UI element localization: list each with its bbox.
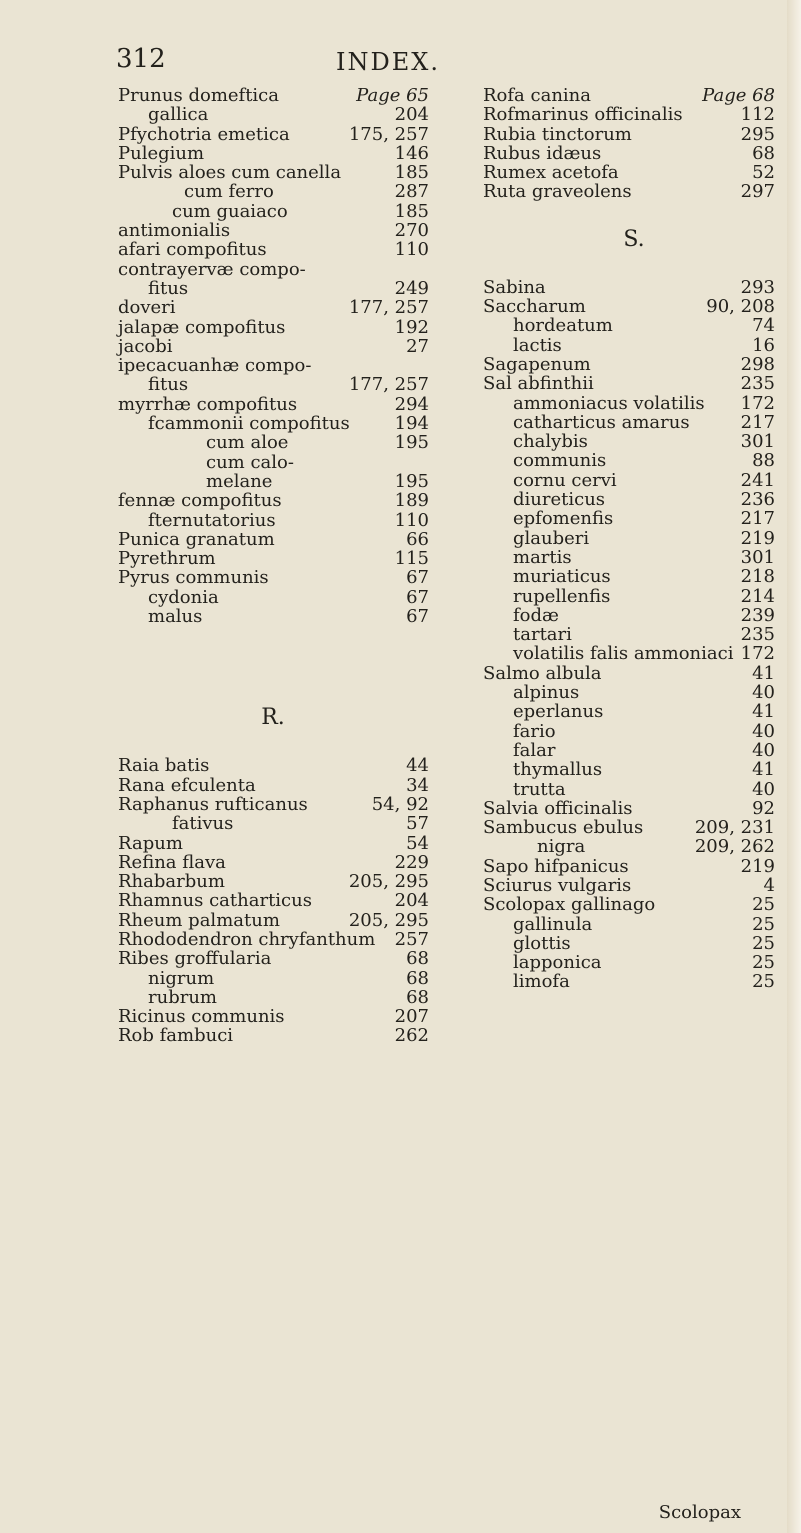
entry-page-ref: 298	[740, 353, 775, 375]
entry-term: fodæ	[513, 604, 559, 626]
index-entry	[483, 490, 785, 509]
entry-page-ref: 67	[406, 567, 429, 589]
entry-page-ref: 294	[394, 393, 429, 415]
entry-term: fario	[513, 720, 556, 742]
entry-page-ref: 16	[752, 334, 775, 356]
entry-page-ref: 27	[406, 335, 429, 357]
entry-page-ref: 192	[394, 316, 429, 338]
entry-page-ref: 235	[740, 624, 775, 646]
entry-page-ref: 34	[406, 774, 429, 796]
entry-page-ref: 54	[406, 832, 429, 854]
entry-term: Rhabarbum	[118, 871, 225, 893]
entry-page-ref: 172	[740, 392, 775, 414]
entry-page-ref: 25	[752, 913, 775, 935]
index-entry	[483, 471, 785, 490]
entry-page-ref: 219	[740, 855, 775, 877]
entry-term: martis	[513, 546, 572, 568]
entry-page-ref: 249	[394, 277, 429, 299]
entry-page-ref: 146	[394, 142, 429, 164]
entry-term: gallica	[148, 104, 209, 126]
entry-page-ref: 194	[394, 413, 429, 435]
entry-page-ref: 25	[752, 952, 775, 974]
index-entry	[483, 336, 785, 355]
entry-term: Sagapenum	[483, 353, 591, 375]
page-header	[0, 30, 801, 76]
entry-term: fennæ compofitus	[118, 490, 282, 512]
index-entry	[483, 394, 785, 413]
index-entry	[483, 509, 785, 528]
entry-term: myrrhæ compofitus	[118, 393, 298, 415]
entry-term: fitus	[148, 374, 189, 396]
entry-page-ref: 175, 257	[348, 123, 429, 145]
entry-term: cum ferro	[184, 181, 274, 203]
entry-page-ref: 204	[394, 890, 429, 912]
entry-term: rubrum	[148, 986, 217, 1008]
section-gap	[483, 202, 785, 222]
entry-page-ref: Page 65	[356, 85, 429, 106]
index-entry	[118, 202, 453, 221]
index-entry	[118, 988, 453, 1007]
entry-page-ref: 115	[394, 548, 429, 570]
right-column	[483, 86, 785, 992]
entry-page-ref: 25	[752, 932, 775, 954]
entry-page-ref: 44	[406, 755, 429, 777]
index-entry	[483, 413, 785, 432]
entry-term: Ribes groffularia	[118, 948, 272, 970]
entry-page-ref: 172	[740, 643, 775, 665]
entry-term: ammoniacus volatilis	[513, 392, 705, 414]
index-entry	[118, 776, 453, 795]
entry-term: Rumex acetofa	[483, 162, 619, 184]
entry-term: Rana efculenta	[118, 774, 256, 796]
page-title: INDEX.	[336, 48, 440, 76]
entry-page-ref: 189	[394, 490, 429, 512]
entry-term: Prunus domeftica	[118, 85, 279, 106]
index-entry	[483, 625, 785, 644]
entry-page-ref: 214	[740, 585, 775, 607]
section-gap	[118, 626, 453, 700]
entry-page-ref: 41	[752, 759, 775, 781]
left-column	[118, 86, 453, 1046]
index-entry	[118, 453, 453, 472]
entry-term: lapponica	[513, 952, 602, 974]
entry-term: Pyrus communis	[118, 567, 269, 589]
entry-page-ref: 110	[394, 239, 429, 261]
entry-page-ref: 25	[752, 971, 775, 993]
catchword: Scolopax	[658, 1502, 741, 1523]
entry-term: Refina flava	[118, 851, 226, 873]
entry-page-ref: 68	[406, 948, 429, 970]
right-r-entries	[483, 86, 785, 202]
entry-term: limofa	[513, 971, 570, 993]
entry-term: Salmo albula	[483, 662, 602, 684]
entry-page-ref: 209, 231	[694, 817, 775, 839]
entry-page-ref: 270	[394, 220, 429, 242]
entry-page-ref: 287	[394, 181, 429, 203]
index-entry	[483, 297, 785, 316]
entry-term: Rubus idæus	[483, 142, 602, 164]
entry-page-ref: 236	[740, 489, 775, 511]
entry-term: cum calo-	[206, 451, 294, 473]
right-s-entries	[483, 278, 785, 992]
index-entry	[118, 298, 453, 317]
entry-page-ref: 68	[752, 142, 775, 164]
entry-term: cydonia	[148, 586, 219, 608]
entry-term: Ricinus communis	[118, 1006, 285, 1028]
index-entry	[483, 760, 785, 779]
index-entry	[483, 182, 785, 201]
entry-page-ref: 68	[406, 986, 429, 1008]
entry-term: cum guaiaco	[172, 200, 288, 222]
index-entry	[118, 568, 453, 587]
entry-term: gallinula	[513, 913, 593, 935]
entry-term: trutta	[513, 778, 566, 800]
entry-page-ref: 40	[752, 778, 775, 800]
entry-term: Pulvis aloes cum canella	[118, 162, 342, 184]
index-entry	[118, 86, 453, 105]
entry-term: diureticus	[513, 489, 606, 511]
index-entry	[118, 911, 453, 930]
entry-page-ref: 67	[406, 586, 429, 608]
index-entry	[483, 548, 785, 567]
entry-page-ref: 207	[394, 1006, 429, 1028]
index-entry	[118, 240, 453, 259]
entry-term: Raia batis	[118, 755, 210, 777]
entry-term: muriaticus	[513, 566, 611, 588]
entry-term: ipecacuanhæ compo-	[118, 355, 312, 377]
entry-term: contrayervæ compo-	[118, 258, 306, 280]
index-entry	[483, 780, 785, 799]
entry-term: rupellenfis	[513, 585, 611, 607]
entry-term: jacobi	[118, 335, 173, 357]
entry-page-ref: 301	[740, 546, 775, 568]
index-entry	[118, 853, 453, 872]
section-gap	[483, 258, 785, 278]
entry-term: Pfychotria emetica	[118, 123, 290, 145]
entry-term: Rubia tinctorum	[483, 123, 632, 145]
entry-term: thymallus	[513, 759, 603, 781]
left-p-entries	[118, 86, 453, 530]
entry-term: cum aloe	[206, 432, 289, 454]
entry-term: afari compofitus	[118, 239, 267, 261]
entry-term: melane	[206, 470, 273, 492]
entry-page-ref: 40	[752, 682, 775, 704]
entry-page-ref: 297	[740, 181, 775, 203]
entry-page-ref: 41	[752, 662, 775, 684]
index-entry	[483, 529, 785, 548]
entry-term: antimonialis	[118, 220, 231, 242]
index-entry	[483, 799, 785, 818]
entry-term: volatilis falis ammoniaci	[513, 643, 734, 665]
index-entry	[483, 606, 785, 625]
index-entry	[118, 221, 453, 240]
index-entry	[483, 644, 785, 663]
entry-term: Pulegium	[118, 142, 205, 164]
index-entry	[118, 607, 453, 626]
entry-term: alpinus	[513, 682, 580, 704]
entry-page-ref: 241	[740, 469, 775, 491]
index-entry	[483, 915, 785, 934]
index-entry	[483, 934, 785, 953]
index-entry	[118, 549, 453, 568]
entry-term: Rhododendron chryfanthum	[118, 928, 376, 950]
entry-term: Rob fambuci	[118, 1025, 234, 1047]
index-entry	[483, 432, 785, 451]
index-entry	[118, 105, 453, 124]
index-entry	[118, 834, 453, 853]
entry-page-ref: 195	[394, 470, 429, 492]
index-entry	[483, 86, 785, 105]
entry-term: Punica granatum	[118, 528, 275, 550]
entry-term: Sambucus ebulus	[483, 817, 644, 839]
entry-term: fitus	[148, 277, 189, 299]
entry-page-ref: 295	[740, 123, 775, 145]
index-entry	[118, 356, 453, 375]
entry-term: Sapo hifpanicus	[483, 855, 629, 877]
index-entry	[118, 433, 453, 452]
entry-page-ref: 218	[740, 566, 775, 588]
entry-page-ref: 66	[406, 528, 429, 550]
section-gap	[118, 736, 453, 756]
entry-page-ref: 74	[752, 315, 775, 337]
entry-page-ref: 209, 262	[694, 836, 775, 858]
entry-page-ref: 4	[763, 874, 775, 896]
entry-page-ref: 185	[394, 162, 429, 184]
entry-term: epfomenfis	[513, 508, 614, 530]
index-entry	[483, 664, 785, 683]
entry-page-ref: 235	[740, 373, 775, 395]
page-edge	[787, 0, 801, 1533]
entry-term: Rheum palmatum	[118, 909, 280, 931]
entry-term: Ruta graveolens	[483, 181, 632, 203]
index-entry	[483, 316, 785, 335]
entry-page-ref: 204	[394, 104, 429, 126]
index-entry	[118, 395, 453, 414]
entry-term: chalybis	[513, 431, 588, 453]
index-entry	[118, 756, 453, 775]
index-entry	[118, 588, 453, 607]
entry-term: Sciurus vulgaris	[483, 874, 632, 896]
entry-term: Rofa canina	[483, 85, 591, 106]
entry-term: fternutatorius	[148, 509, 276, 531]
index-entry	[483, 837, 785, 856]
entry-term: lactis	[513, 334, 562, 356]
entry-page-ref: 205, 295	[348, 909, 429, 931]
entry-term: Pyrethrum	[118, 548, 216, 570]
index-entry	[118, 182, 453, 201]
entry-term: eperlanus	[513, 701, 604, 723]
index-entry	[118, 472, 453, 491]
index-entry	[483, 144, 785, 163]
entry-term: Sal abfinthii	[483, 373, 594, 395]
index-entry	[483, 567, 785, 586]
entry-page-ref: 257	[394, 928, 429, 950]
index-entry	[483, 818, 785, 837]
index-entry	[483, 125, 785, 144]
index-entry	[118, 795, 453, 814]
index-entry	[483, 722, 785, 741]
entry-term: hordeatum	[513, 315, 613, 337]
left-p-entries-continued	[118, 530, 453, 626]
section-letter-s: S.	[623, 226, 645, 252]
entry-page-ref: 90, 208	[706, 296, 775, 318]
index-entry	[118, 163, 453, 182]
index-entry	[118, 511, 453, 530]
entry-page-ref: 57	[406, 813, 429, 835]
index-entry	[483, 278, 785, 297]
entry-term: Rapum	[118, 832, 183, 854]
index-entry	[118, 1007, 453, 1026]
index-entry	[483, 587, 785, 606]
entry-page-ref: 177, 257	[348, 374, 429, 396]
index-entry	[483, 355, 785, 374]
entry-page-ref: 41	[752, 701, 775, 723]
entry-page-ref: 229	[394, 851, 429, 873]
index-entry	[483, 105, 785, 124]
index-entry	[118, 337, 453, 356]
index-entry	[483, 374, 785, 393]
index-entry	[483, 683, 785, 702]
index-entry	[483, 451, 785, 470]
entry-page-ref: 68	[406, 967, 429, 989]
entry-term: glauberi	[513, 527, 590, 549]
entry-page-ref: 217	[740, 411, 775, 433]
index-entry	[118, 891, 453, 910]
entry-page-ref: 112	[740, 104, 775, 126]
entry-term: Rofmarinus officinalis	[483, 104, 683, 126]
entry-term: Scolopax gallinago	[483, 894, 656, 916]
entry-page-ref: 54, 92	[371, 793, 429, 815]
index-entry	[118, 318, 453, 337]
entry-term: catharticus amarus	[513, 411, 690, 433]
entry-term: falar	[513, 739, 556, 761]
index-entry	[118, 872, 453, 891]
entry-term: fativus	[172, 813, 234, 835]
entry-term: Rhamnus catharticus	[118, 890, 312, 912]
index-entry	[118, 814, 453, 833]
entry-term: cornu cervi	[513, 469, 617, 491]
entry-page-ref: 110	[394, 509, 429, 531]
entry-page-ref: 52	[752, 162, 775, 184]
entry-term: fcammonii compofitus	[148, 413, 350, 435]
entry-term: glottis	[513, 932, 571, 954]
index-entry	[118, 144, 453, 163]
index-entry	[483, 953, 785, 972]
index-entry	[483, 702, 785, 721]
entry-term: Sabina	[483, 276, 546, 298]
entry-page-ref: 177, 257	[348, 297, 429, 319]
index-entry	[483, 857, 785, 876]
index-entry	[118, 375, 453, 394]
entry-term: Raphanus rufticanus	[118, 793, 308, 815]
entry-page-ref: Page 68	[702, 85, 775, 106]
index-entry	[118, 949, 453, 968]
index-entry	[118, 414, 453, 433]
index-entry	[483, 895, 785, 914]
entry-term: communis	[513, 450, 607, 472]
entry-page-ref: 205, 295	[348, 871, 429, 893]
entry-page-ref: 293	[740, 276, 775, 298]
entry-page-ref: 25	[752, 894, 775, 916]
index-entry	[118, 969, 453, 988]
entry-page-ref: 88	[752, 450, 775, 472]
index-entry	[118, 1026, 453, 1045]
page-number: 312	[116, 44, 166, 74]
index-entry	[118, 930, 453, 949]
entry-term: tartari	[513, 624, 572, 646]
index-entry	[118, 125, 453, 144]
index-entry	[483, 972, 785, 991]
entry-page-ref: 301	[740, 431, 775, 453]
index-entry	[118, 491, 453, 510]
entry-page-ref: 185	[394, 200, 429, 222]
index-entry	[118, 279, 453, 298]
left-r-entries	[118, 756, 453, 1045]
index-entry	[118, 530, 453, 549]
entry-page-ref: 40	[752, 720, 775, 742]
entry-page-ref: 219	[740, 527, 775, 549]
entry-term: malus	[148, 606, 203, 628]
entry-page-ref: 195	[394, 432, 429, 454]
entry-page-ref: 40	[752, 739, 775, 761]
entry-term: Saccharum	[483, 296, 586, 318]
entry-page-ref: 239	[740, 604, 775, 626]
section-letter-r: R.	[261, 705, 285, 731]
entry-term: Salvia officinalis	[483, 797, 633, 819]
entry-term: nigrum	[148, 967, 215, 989]
entry-page-ref: 217	[740, 508, 775, 530]
entry-term: jalapæ compofitus	[118, 316, 286, 338]
entry-term: nigra	[537, 836, 586, 858]
index-entry	[483, 741, 785, 760]
index-entry	[118, 260, 453, 279]
entry-page-ref: 262	[394, 1025, 429, 1047]
index-entry	[483, 876, 785, 895]
entry-page-ref: 92	[752, 797, 775, 819]
entry-page-ref: 67	[406, 606, 429, 628]
index-entry	[483, 163, 785, 182]
entry-term: doveri	[118, 297, 176, 319]
